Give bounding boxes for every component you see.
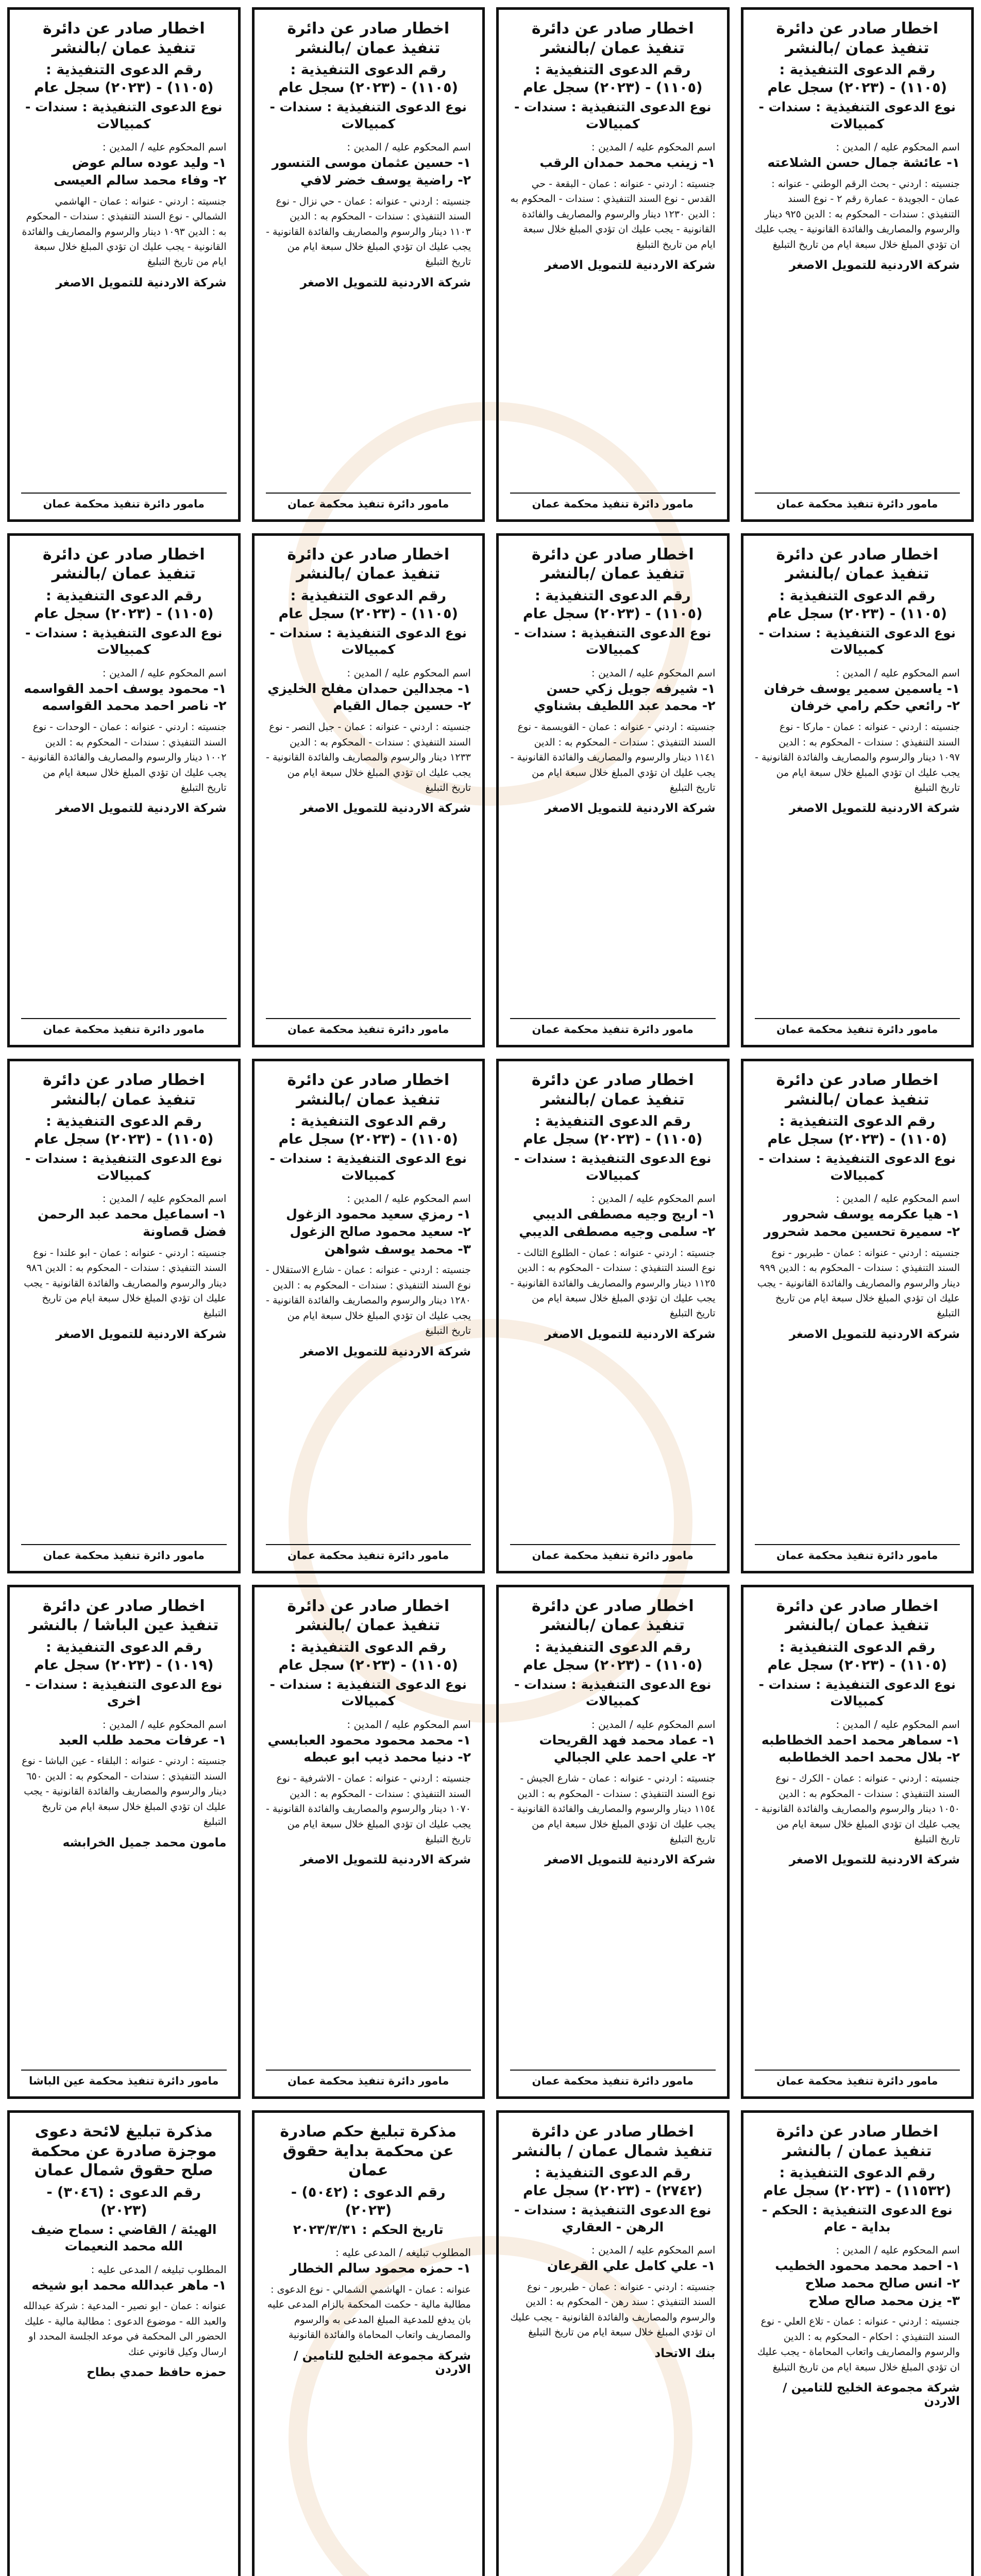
party-name: ١- ياسمين سمير يوسف خرفان [764,681,960,696]
legal-notice [252,1059,485,1573]
notice-title: اخطار صادر عن دائرة تنفيذ عمان /بالنشر [776,545,939,583]
parties-label: اسم المحكوم عليه / المدين : [102,1718,227,1731]
party-name: ١- رمزي سعيد محمود الزغول [286,1207,471,1222]
notice-footer: مامور دائرة تنفيذ محكمة عمان [21,1544,227,1562]
legal-notice [7,7,241,522]
notice-body: جنسيته : اردني - عنوانه : عمان - القويسمة - نوع السند التنفيذي : سندات - المحكوم به : الدين ١١٤١ دينار والرسوم والمصاريف والفائدة القانونية - يجب عليك ان تؤدي المبلغ خلال سبعة ايام من تاريخ التبليغ [510,721,716,793]
creditor-name: شركة الاردنية للتمويل الاصغر [545,1853,716,1867]
notice-body: عنوانه : عمان - الهاشمي الشمالي - نوع الدعوى : مطالبة مالية - حكمت المحكمة بالزام المدعى عليه بان يدفع للمدعية المبلغ المدعى به والرسوم والمصاريف واتعاب المحاماة والفائدة القانونية [267,2283,471,2341]
party-name: ٣- يزن محمد صالح صلاح [808,2293,960,2308]
parties-list [755,680,960,715]
parties-list [510,1732,716,1767]
parties-label: اسم المحكوم عليه / المدين : [836,666,960,679]
case-type: نوع الدعوى التنفيذية : سندات - كمبيالات [25,625,223,657]
parties-label: اسم المحكوم عليه / المدين : [836,1718,960,1731]
legal-notice [741,1059,974,1573]
party-name: ١- محمد محمود محمود العبابسي [267,1732,471,1748]
parties-label: اسم المحكوم عليه / المدين : [836,141,960,154]
legal-notice [7,1585,241,2099]
notice-footer: مامور دائرة تنفيذ محكمة عمان [510,493,716,510]
case-number: رقم الدعوى التنفيذية : (١١٠٥) - (٢٠٢٣) سجل عام [767,1113,947,1148]
notice-title: اخطار صادر عن دائرة تنفيذ عمان /بالنشر [42,1071,205,1109]
legal-notice [252,2110,485,2576]
notice-title: اخطار صادر عن دائرة تنفيذ عمان /بالنشر [776,1071,939,1109]
party-name: ٢- رائعي حكم رامي خرفان [790,698,960,714]
case-number: رقم الدعوى التنفيذية : (١١٠٥) - (٢٠٢٣) سجل عام [278,62,458,96]
case-type: نوع الدعوى التنفيذية : سندات - اخرى [25,1676,223,1709]
notice-body: جنسيته : اردني - عنوانه : عمان - حي نزال - نوع السند التنفيذي : سندات - المحكوم به : الدين ١١٠٣ دينار والرسوم والمصاريف والفائدة القانونية - يجب عليك ان تؤدي المبلغ خلال سبعة ايام من تاريخ التبليغ [266,195,471,268]
parties-list [510,680,716,715]
case-type: نوع الدعوى التنفيذية : سندات - كمبيالات [269,99,467,131]
parties-list [755,1206,960,1241]
creditor-name: شركة الاردنية للتمويل الاصغر [300,1853,471,1867]
notice-footer: مامور دائرة تنفيذ محكمة عمان [755,1544,960,1562]
case-number: رقم الدعوى التنفيذية : (١١٠٥) - (٢٠٢٣) سجل عام [34,62,214,96]
case-type: نوع الدعوى التنفيذية : سندات - كمبيالات [269,1676,467,1709]
notice-footer: مامور دائرة تنفيذ محكمة عمان [266,1544,471,1562]
party-name: ٢- علي احمد علي الجبالي [553,1750,716,1765]
party-name: ١- مجدالين حمدان مفلح الخليزي [267,681,471,696]
creditor-name: شركة الاردنية للتمويل الاصغر [56,276,227,290]
notice-title: مذكرة تبليغ لائحة دعوى موجزة صادرة عن محكمة صلح حقوق شمال عمان [30,2123,217,2179]
party-name: ١- هيا عكرمه يوسف شحرور [783,1207,960,1222]
notice-body: جنسيته : اردني - بحث الرقم الوطني - عنوانه : عمان - الجويدة - عمارة رقم ٢ - نوع السند التنفيذي : سندات - المحكوم به : الدين ٩٢٥ دينار والرسوم والمصاريف والفائدة القانونية - يجب عليك ان تؤدي المبلغ خلال سبعة ايام من تاريخ التبليغ [754,178,960,250]
notice-title: اخطار صادر عن دائرة تنفيذ عمان /بالنشر [287,20,450,57]
notice-footer: مامور دائرة تنفيذ محكمة عمان [755,2070,960,2087]
party-name: ٢- محمد عبد اللطيف بشناوي [534,698,716,714]
case-number: رقم الدعوى : (٥٠٤٢) - (٢٠٢٣) [291,2184,446,2218]
legal-notice [252,533,485,1048]
parties-label: المطلوب تبليغه / المدعى عليه : [91,2263,227,2276]
notice-title: مذكرة تبليغ حكم صادرة عن محكمة بداية حقوق عمان [280,2123,457,2179]
notice-body: جنسيته : اردني - عنوانه : عمان - طبربور - نوع السند التنفيذي : سند رهن - المحكوم به : الدين والرسوم والمصاريف والفائدة القانونية - يجب عليك ان تؤدي المبلغ خلال سبعة ايام من تاريخ التبليغ [510,2281,716,2338]
notice-body: جنسيته : اردني - عنوانه : عمان - الهاشمي الشمالي - نوع السند التنفيذي : سندات - المحكوم به : الدين ١٠٩٣ دينار والرسوم والمصاريف والفائدة القانونية - يجب عليك ان تؤدي المبلغ خلال سبعة ايام من تاريخ التبليغ [22,195,227,268]
notice-title: اخطار صادر عن دائرة تنفيذ عمان /بالنشر [287,1071,450,1109]
case-number: رقم الدعوى التنفيذية : (١١٥٣٢) - (٢٠٢٣) سجل عام [763,2165,952,2199]
parties-list [266,154,471,189]
case-type: نوع الدعوى التنفيذية : سندات - كمبيالات [514,625,712,657]
parties-label: اسم المحكوم عليه / المدين : [836,1192,960,1205]
party-name: ٣- محمد يوسف شواهن [324,1241,471,1257]
notice-footer: مامور دائرة تنفيذ محكمة عمان [510,2070,716,2087]
notice-body: جنسيته : اردني - عنوانه : عمان - شارع الجيش - نوع السند التنفيذي : سندات - المحكوم به : الدين ١١٥٤ دينار والرسوم والمصاريف والفائدة القانونية - يجب عليك ان تؤدي المبلغ خلال سبعة ايام من تاريخ التبليغ [510,1773,716,1845]
case-number: رقم الدعوى التنفيذية : (١١٠٥) - (٢٠٢٣) سجل عام [278,1113,458,1148]
parties-label: اسم المحكوم عليه / المدين : [836,2244,960,2257]
legal-notice [496,1059,730,1573]
case-number: رقم الدعوى التنفيذية : (١١٠٥) - (٢٠٢٣) سجل عام [523,1639,703,1673]
case-type: نوع الدعوى التنفيذية : سندات - كمبيالات [514,1151,712,1183]
notice-title: اخطار صادر عن دائرة تنفيذ عمان /بالنشر [531,1071,694,1109]
case-number: رقم الدعوى التنفيذية : (١١٠٥) - (٢٠٢٣) سجل عام [767,62,947,96]
party-name: ١- زينب محمد حمدان الرقب [539,155,716,171]
case-type: نوع الدعوى التنفيذية : الحكم - بداية - عام [762,2202,953,2234]
parties-label: اسم المحكوم عليه / المدين : [347,666,471,679]
case-type: نوع الدعوى التنفيذية : سندات - كمبيالات [25,99,223,131]
creditor-name: بنك الاتحاد [654,2346,716,2360]
party-name: ١- علي كامل علي القرعان [547,2258,716,2274]
creditor-name: شركة مجموعة الخليج للتامين / الاردن [783,2381,960,2409]
notice-title: اخطار صادر عن دائرة تنفيذ عمان /بالنشر [287,545,450,583]
parties-list [21,154,227,189]
legal-notice [496,533,730,1048]
case-type: نوع الدعوى التنفيذية : سندات - كمبيالات [758,1676,956,1709]
parties-label: اسم المحكوم عليه / المدين : [347,141,471,154]
party-name: ٢- حسين جمال القيام [333,698,471,714]
party-name: ٢- ناصر احمد محمد القواسمه [42,698,227,714]
parties-label: اسم المحكوم عليه / المدين : [347,1718,471,1731]
notice-body: جنسيته : اردني - عنوانه : عمان - البقعة - حي القدس - نوع السند التنفيذي : سندات - المحكوم به : الدين ١٢٣٠ دينار والرسوم والمصاريف والفائدة القانونية - يجب عليك ان تؤدي المبلغ خلال سبعة ايام من تاريخ التبليغ [510,178,716,250]
party-name: ٢- سلمى وجيه مصطفى الديبي [519,1224,716,1239]
case-number: رقم الدعوى التنفيذية : (١١٠٥) - (٢٠٢٣) سجل عام [278,587,458,622]
parties-list [755,1732,960,1767]
notice-title: اخطار صادر عن دائرة تنفيذ عمان /بالنشر [42,20,205,57]
notice-title: اخطار صادر عن دائرة تنفيذ شمال عمان / بالنشر [513,2123,713,2160]
notice-title: اخطار صادر عن دائرة تنفيذ عمان /بالنشر [776,20,939,57]
party-name: ٢- راضية يوسف خضر لافي [300,172,471,188]
notice-title: اخطار صادر عن دائرة تنفيذ عمان /بالنشر [531,1597,694,1634]
case-type: نوع الدعوى التنفيذية : سندات - كمبيالات [269,1151,467,1183]
creditor-name: شركة الاردنية للتمويل الاصغر [56,1327,227,1341]
notice-title: اخطار صادر عن دائرة تنفيذ عمان / بالنشر [776,2123,939,2160]
notice-body: جنسيته : اردني - عنوانه : عمان - ابو علندا - نوع السند التنفيذي : سندات - المحكوم به : الدين ٩٨٦ دينار والرسوم والمصاريف والفائدة القانونية - يجب عليك ان تؤدي المبلغ خلال سبعة ايام من تاريخ التبليغ [24,1247,227,1319]
parties-label: اسم المحكوم عليه / المدين : [347,1192,471,1205]
creditor-name: شركة الاردنية للتمويل الاصغر [789,802,960,816]
notice-body: جنسيته : اردني - عنوانه : عمان - الوحدات - نوع السند التنفيذي : سندات - المحكوم به : الدين ١٠٠٢ دينار والرسوم والمصاريف والفائدة القانونية - يجب عليك ان تؤدي المبلغ خلال سبعة ايام من تاريخ التبليغ [21,721,227,793]
notice-body: عنوانه : عمان - ابو نصير - المدعية : شركة عبدالله والعبد الله - موضوع الدعوى : مطالبة مالية - عليك الحضور الى المحكمة في موعد الجلسة المحدد او ارسال وكيل قانوني عنك [23,2300,227,2358]
parties-list [510,154,716,172]
parties-list [266,680,471,715]
notice-footer: مامور دائرة تنفيذ محكمة عمان [21,493,227,510]
case-type: تاريخ الحكم : ٢٠٢٣/٣/٣١ [293,2222,444,2237]
notice-body: جنسيته : اردني - عنوانه : عمان - الطلوع الثالث - نوع السند التنفيذي : سندات - المحكوم به : الدين ١١٢٥ دينار والرسوم والمصاريف والفائدة القانونية - يجب عليك ان تؤدي المبلغ خلال سبعة ايام من تاريخ التبليغ [510,1247,716,1319]
legal-notice [252,7,485,522]
notice-footer: مامور دائرة تنفيذ محكمة عمان [266,2070,471,2087]
notice-footer: مامور دائرة تنفيذ محكمة عمان [510,1544,716,1562]
case-type: نوع الدعوى التنفيذية : سندات - كمبيالات [758,625,956,657]
case-type: نوع الدعوى التنفيذية : سندات - كمبيالات [514,1676,712,1709]
parties-label: اسم المحكوم عليه / المدين : [591,1718,716,1731]
party-name: ١- محمود يوسف احمد القواسمه [24,681,227,696]
case-type: نوع الدعوى التنفيذية : سندات - الرهن - العقاري [514,2202,712,2234]
notice-body: جنسيته : اردني - عنوانه : عمان - جبل النصر - نوع السند التنفيذي : سندات - المحكوم به : الدين ١٢٣٣ دينار والرسوم والمصاريف والفائدة القانونية - يجب عليك ان تؤدي المبلغ خلال سبعة ايام من تاريخ التبليغ [266,721,471,793]
creditor-name: شركة الاردنية للتمويل الاصغر [545,802,716,816]
legal-notice [7,1059,241,1573]
party-name: ١- احمد محمد محمود الخطيب [775,2258,960,2274]
notice-body: جنسيته : اردني - عنوانه : عمان - ماركا - نوع السند التنفيذي : سندات - المحكوم به : الدين ١٠٩٧ دينار والرسوم والمصاريف والفائدة القانونية - يجب عليك ان تؤدي المبلغ خلال سبعة ايام من تاريخ التبليغ [755,721,960,793]
legal-notice [7,533,241,1048]
parties-label: اسم المحكوم عليه / المدين : [102,141,227,154]
case-type: نوع الدعوى التنفيذية : سندات - كمبيالات [269,625,467,657]
creditor-name: شركة الاردنية للتمويل الاصغر [545,1327,716,1341]
legal-notices-grid [7,7,974,2576]
case-type: نوع الدعوى التنفيذية : سندات - كمبيالات [758,99,956,131]
parties-label: المطلوب تبليغه / المدعى عليه : [335,2246,471,2259]
legal-notice [741,533,974,1048]
case-number: رقم الدعوى التنفيذية : (١١٠٥) - (٢٠٢٣) سجل عام [523,1113,703,1148]
party-name: ١- حمزه محمود سالم الخطار [290,2261,471,2276]
case-number: رقم الدعوى التنفيذية : (١١٠٥) - (٢٠٢٣) سجل عام [34,587,214,622]
creditor-name: مامون محمد جميل الخرابشه [62,1836,227,1850]
case-type: نوع الدعوى التنفيذية : سندات - كمبيالات [25,1151,223,1183]
parties-list [266,1732,471,1767]
legal-notice [496,7,730,522]
creditor-name: شركة الاردنية للتمويل الاصغر [789,259,960,273]
party-name: ١- عماد محمد فهد القريحات [539,1732,716,1748]
party-name: ٢- انس صالح محمد صلاح [805,2275,960,2291]
party-name: ١- ماهر عبدالله محمد ابو شيخه [31,2277,227,2293]
notice-body: جنسيته : اردني - عنوانه : عمان - شارع الاستقلال - نوع السند التنفيذي : سندات - المحكوم به : الدين ١٢٨٠ دينار والرسوم والمصاريف والفائدة القانونية - يجب عليك ان تؤدي المبلغ خلال سبعة ايام من تاريخ التبليغ [265,1264,471,1337]
party-name: ٢- دنيا محمد ذيب ابو عبطه [303,1750,471,1765]
notice-body: جنسيته : اردني - عنوانه : عمان - الاشرفية - نوع السند التنفيذي : سندات - المحكوم به : الدين ١٠٧٠ دينار والرسوم والمصاريف والفائدة القانونية - يجب عليك ان تؤدي المبلغ خلال سبعة ايام من تاريخ التبليغ [266,1773,471,1845]
parties-list [755,154,960,172]
party-name: ٢- بلال محمد احمد الخطاطبه [779,1750,960,1765]
creditor-name: شركة مجموعة الخليج للتامين / الاردن [294,2349,471,2376]
legal-notice [496,1585,730,2099]
notice-footer: مامور دائرة تنفيذ محكمة عمان [755,1018,960,1036]
legal-notice [7,2110,241,2576]
notice-footer: مامور دائرة تنفيذ محكمة عمان [266,493,471,510]
case-number: رقم الدعوى التنفيذية : (١٠١٩) - (٢٠٢٣) سجل عام [34,1639,214,1673]
creditor-name: شركة الاردنية للتمويل الاصغر [789,1327,960,1341]
parties-label: اسم المحكوم عليه / المدين : [591,1192,716,1205]
notice-body: جنسيته : اردني - عنوانه : عمان - الكرك - نوع السند التنفيذي : سندات - المحكوم به : الدين ١٠٥٠ دينار والرسوم والمصاريف والفائدة القانونية - يجب عليك ان تؤدي المبلغ خلال سبعة ايام من تاريخ التبليغ [755,1773,960,1845]
case-number: رقم الدعوى التنفيذية : (١١٠٥) - (٢٠٢٣) سجل عام [278,1639,458,1673]
party-name: ٢- سميرة تحسين محمد شحرور [764,1224,960,1239]
creditor-name: شركة الاردنية للتمويل الاصغر [300,802,471,816]
parties-label: اسم المحكوم عليه / المدين : [102,666,227,679]
parties-list [755,2257,960,2309]
parties-label: اسم المحكوم عليه / المدين : [591,2244,716,2257]
party-name: ١- سماهر محمد احمد الخطاطبه [761,1732,960,1748]
parties-list [21,1732,227,1749]
legal-notice [741,2110,974,2576]
parties-label: اسم المحكوم عليه / المدين : [591,141,716,154]
case-number: رقم الدعوى التنفيذية : (١١٠٥) - (٢٠٢٣) سجل عام [34,1113,214,1148]
party-name: ١- حسين عثمان موسى التنسور [272,155,471,171]
party-name: ١- وليد عوده سالم عوض [72,155,227,171]
notice-footer: مامور دائرة تنفيذ محكمة عمان [266,1018,471,1036]
legal-notice [496,2110,730,2576]
parties-list [266,1206,471,1258]
case-number: رقم الدعوى التنفيذية : (٢٧٤٢) - (٢٠٢٣) سجل عام [523,2165,703,2199]
legal-notice [741,1585,974,2099]
notice-body: جنسيته : اردني - عنوانه : عمان - تلاع العلي - نوع السند التنفيذي : احكام - المحكوم به : الدين والرسوم والمصاريف واتعاب المحاماة - يجب عليك ان تؤدي المبلغ خلال سبعة ايام من تاريخ التبليغ [757,2316,960,2373]
parties-list [21,2277,227,2294]
creditor-name: شركة الاردنية للتمويل الاصغر [300,276,471,290]
notice-footer: مامور دائرة تنفيذ محكمة عمان [21,1018,227,1036]
party-name: ١- اسماعيل محمد عبد الرحمن فضل قصاونة [37,1207,227,1239]
notice-footer: مامور دائرة تنفيذ محكمة عمان [755,493,960,510]
parties-list [21,680,227,715]
case-number: رقم الدعوى : (٣٠٤٦) - (٢٠٢٣) [46,2184,201,2218]
notice-footer: مامور دائرة تنفيذ محكمة عمان [510,1018,716,1036]
notice-title: اخطار صادر عن دائرة تنفيذ عين الباشا / بالنشر [29,1597,219,1634]
parties-list [21,1206,227,1241]
case-number: رقم الدعوى التنفيذية : (١١٠٥) - (٢٠٢٣) سجل عام [767,1639,947,1673]
notice-title: اخطار صادر عن دائرة تنفيذ عمان /بالنشر [776,1597,939,1634]
case-type: نوع الدعوى التنفيذية : سندات - كمبيالات [758,1151,956,1183]
case-number: رقم الدعوى التنفيذية : (١١٠٥) - (٢٠٢٣) سجل عام [523,587,703,622]
parties-list [510,1206,716,1241]
party-name: ١- اريج وجيه مصطفى الديبي [532,1207,716,1222]
notice-body: جنسيته : اردني - عنوانه : البلقاء - عين الباشا - نوع السند التنفيذي : سندات - المحكوم به : الدين ٦٥٠ دينار والرسوم والمصاريف والفائدة القانونية - يجب عليك ان تؤدي المبلغ خلال سبعة ايام من تاريخ التبليغ [22,1755,227,1828]
parties-list [266,2260,471,2277]
creditor-name: شركة الاردنية للتمويل الاصغر [56,802,227,816]
party-name: ٢- سعيد محمود صالح الزغول [290,1224,471,1239]
creditor-name: شركة الاردنية للتمويل الاصغر [300,1345,471,1359]
case-type: نوع الدعوى التنفيذية : سندات - كمبيالات [514,99,712,131]
notice-footer: مامور دائرة تنفيذ محكمة عين الباشا [21,2070,227,2087]
parties-label: اسم المحكوم عليه / المدين : [102,1192,227,1205]
notice-title: اخطار صادر عن دائرة تنفيذ عمان /بالنشر [287,1597,450,1634]
notice-title: اخطار صادر عن دائرة تنفيذ عمان /بالنشر [531,20,694,57]
party-name: ٢- وفاء محمد سالم العيسى [54,172,227,188]
party-name: ١- عرفات محمد طلب العبد [58,1732,227,1748]
notice-title: اخطار صادر عن دائرة تنفيذ عمان /بالنشر [531,545,694,583]
notice-title: اخطار صادر عن دائرة تنفيذ عمان /بالنشر [42,545,205,583]
notice-body: جنسيته : اردني - عنوانه : عمان - طبربور - نوع السند التنفيذي : سندات - المحكوم به : الدين ٩٩٩ دينار والرسوم والمصاريف والفائدة القانونية - يجب عليك ان تؤدي المبلغ خلال سبعة ايام من تاريخ التبليغ [757,1247,960,1319]
creditor-name: شركة الاردنية للتمويل الاصغر [789,1853,960,1867]
party-name: ١- شيرفه جويل زكي حسن [546,681,716,696]
legal-notice [252,1585,485,2099]
creditor-name: شركة الاردنية للتمويل الاصغر [545,259,716,273]
case-number: رقم الدعوى التنفيذية : (١١٠٥) - (٢٠٢٣) سجل عام [523,62,703,96]
parties-label: اسم المحكوم عليه / المدين : [591,666,716,679]
legal-notice [741,7,974,522]
creditor-name: حمزه حافظ حمدي بطاح [87,2366,227,2380]
case-number: رقم الدعوى التنفيذية : (١١٠٥) - (٢٠٢٣) سجل عام [767,587,947,622]
case-type: الهيئة / القاضي : سماح ضيف الله محمد النعيمات [31,2222,217,2254]
parties-list [510,2257,716,2275]
party-name: ١- عائشة جمال حسن الشلاعته [767,155,960,171]
